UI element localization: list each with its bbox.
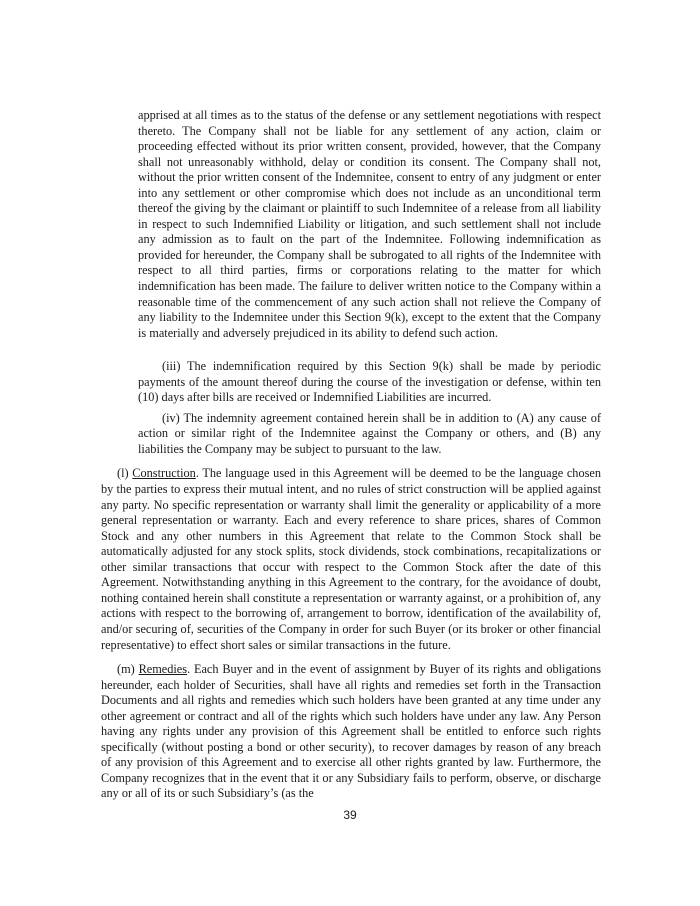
- section-m-prefix: (m): [117, 662, 139, 677]
- paragraph-m-remedies: [101, 662, 601, 802]
- section-m-body: . Each Buyer and in the event of assignment by Buyer of its rights and obligations hereunder, each holder of Securities, shall have all rights and remedies set forth in the Transaction Documents and all rights and remedies which such holders have been granted at any time under any other agreement or contract and all of the rights which such holders have under any law. Any Person having any rights under any provision of this Agreement shall be entitled to enforce such rights specifically (without posting a bond or other security), to recover damages by reason of any breach of any provision of this Agreement and to exercise all other rights granted by law. Furthermore, the Company recognizes that in the event that it or any Subsidiary fails to perform, observe, or discharge any or all of its or such Subsidiary’s (as the: [101, 662, 601, 801]
- section-l-heading: Construction: [132, 466, 196, 481]
- paragraph-l-construction: [101, 466, 601, 653]
- paragraph-continuation: apprised at all times as to the status of the defense or any settlement negotiations with respect thereto. The Company shall not be liable for any settlement of any action, claim or proceeding effected without its prior written consent, provided, however, that the Company shall not unreasonably withhold, delay or condition its consent. The Company shall not, without the prior written consent of the Indemnitee, consent to entry of any judgment or enter into any settlement or other compromise which does not include as an unconditional term thereof the giving by the claimant or plaintiff to such Indemnitee of a release from all liability in respect to such Indemnified Liability or litigation, and such settlement shall not include any admission as to fault on the part of the Indemnitee. Following indemnification as provided for hereunder, the Company shall be subrogated to all rights of the Indemnitee with respect to all third parties, firms or corporations relating to the matter for which indemnification has been made. The failure to deliver written notice to the Company within a reasonable time of the commencement of any such action shall not relieve the Company of any liability to the Indemnitee under this Section 9(k), except to the extent that the Company is materially and adversely prejudiced in its ability to defend such action.: [138, 108, 601, 340]
- paragraph-iii: (iii) The indemnification required by this Section 9(k) shall be made by periodic payments of the amount thereof during the course of the investigation or defense, within ten (10) days after bills are received or Indemnified Liabilities are incurred.: [138, 359, 601, 405]
- document-body: [101, 108, 601, 802]
- paragraph-iv: (iv) The indemnity agreement contained herein shall be in addition to (A) any cause of action or similar right of the Indemnitee against the Company or others, and (B) any liabilities the Company may be subject to pursuant to the law.: [138, 410, 601, 456]
- section-l-body: . The language used in this Agreement will be deemed to be the language chosen by the parties to express their mutual intent, and no rules of strict construction will be applied against any party. No specific representation or warranty shall limit the generality or applicability of a more general representation or warranty. Each and every reference to share prices, shares of Common Stock and any other numbers in this Agreement that relate to the Common Stock shall be automatically adjusted for any stock splits, stock dividends, stock combinations, recapitalizations or other similar transactions that occur with respect to the Common Stock after the date of this Agreement. Notwithstanding anything in this Agreement to the contrary, for the avoidance of doubt, nothing contained herein shall constitute a representation or warranty against, or a prohibition of, any actions with respect to the borrowing of, arrangement to borrow, identification of the availability of, and/or securing of, securities of the Company in order for such Buyer (or its broker or other financial representative) to effect short sales or similar transactions in the future.: [101, 466, 601, 652]
- section-l-prefix: (l): [117, 466, 133, 481]
- section-m-heading: Remedies: [138, 662, 188, 677]
- page-number: 39: [343, 808, 357, 822]
